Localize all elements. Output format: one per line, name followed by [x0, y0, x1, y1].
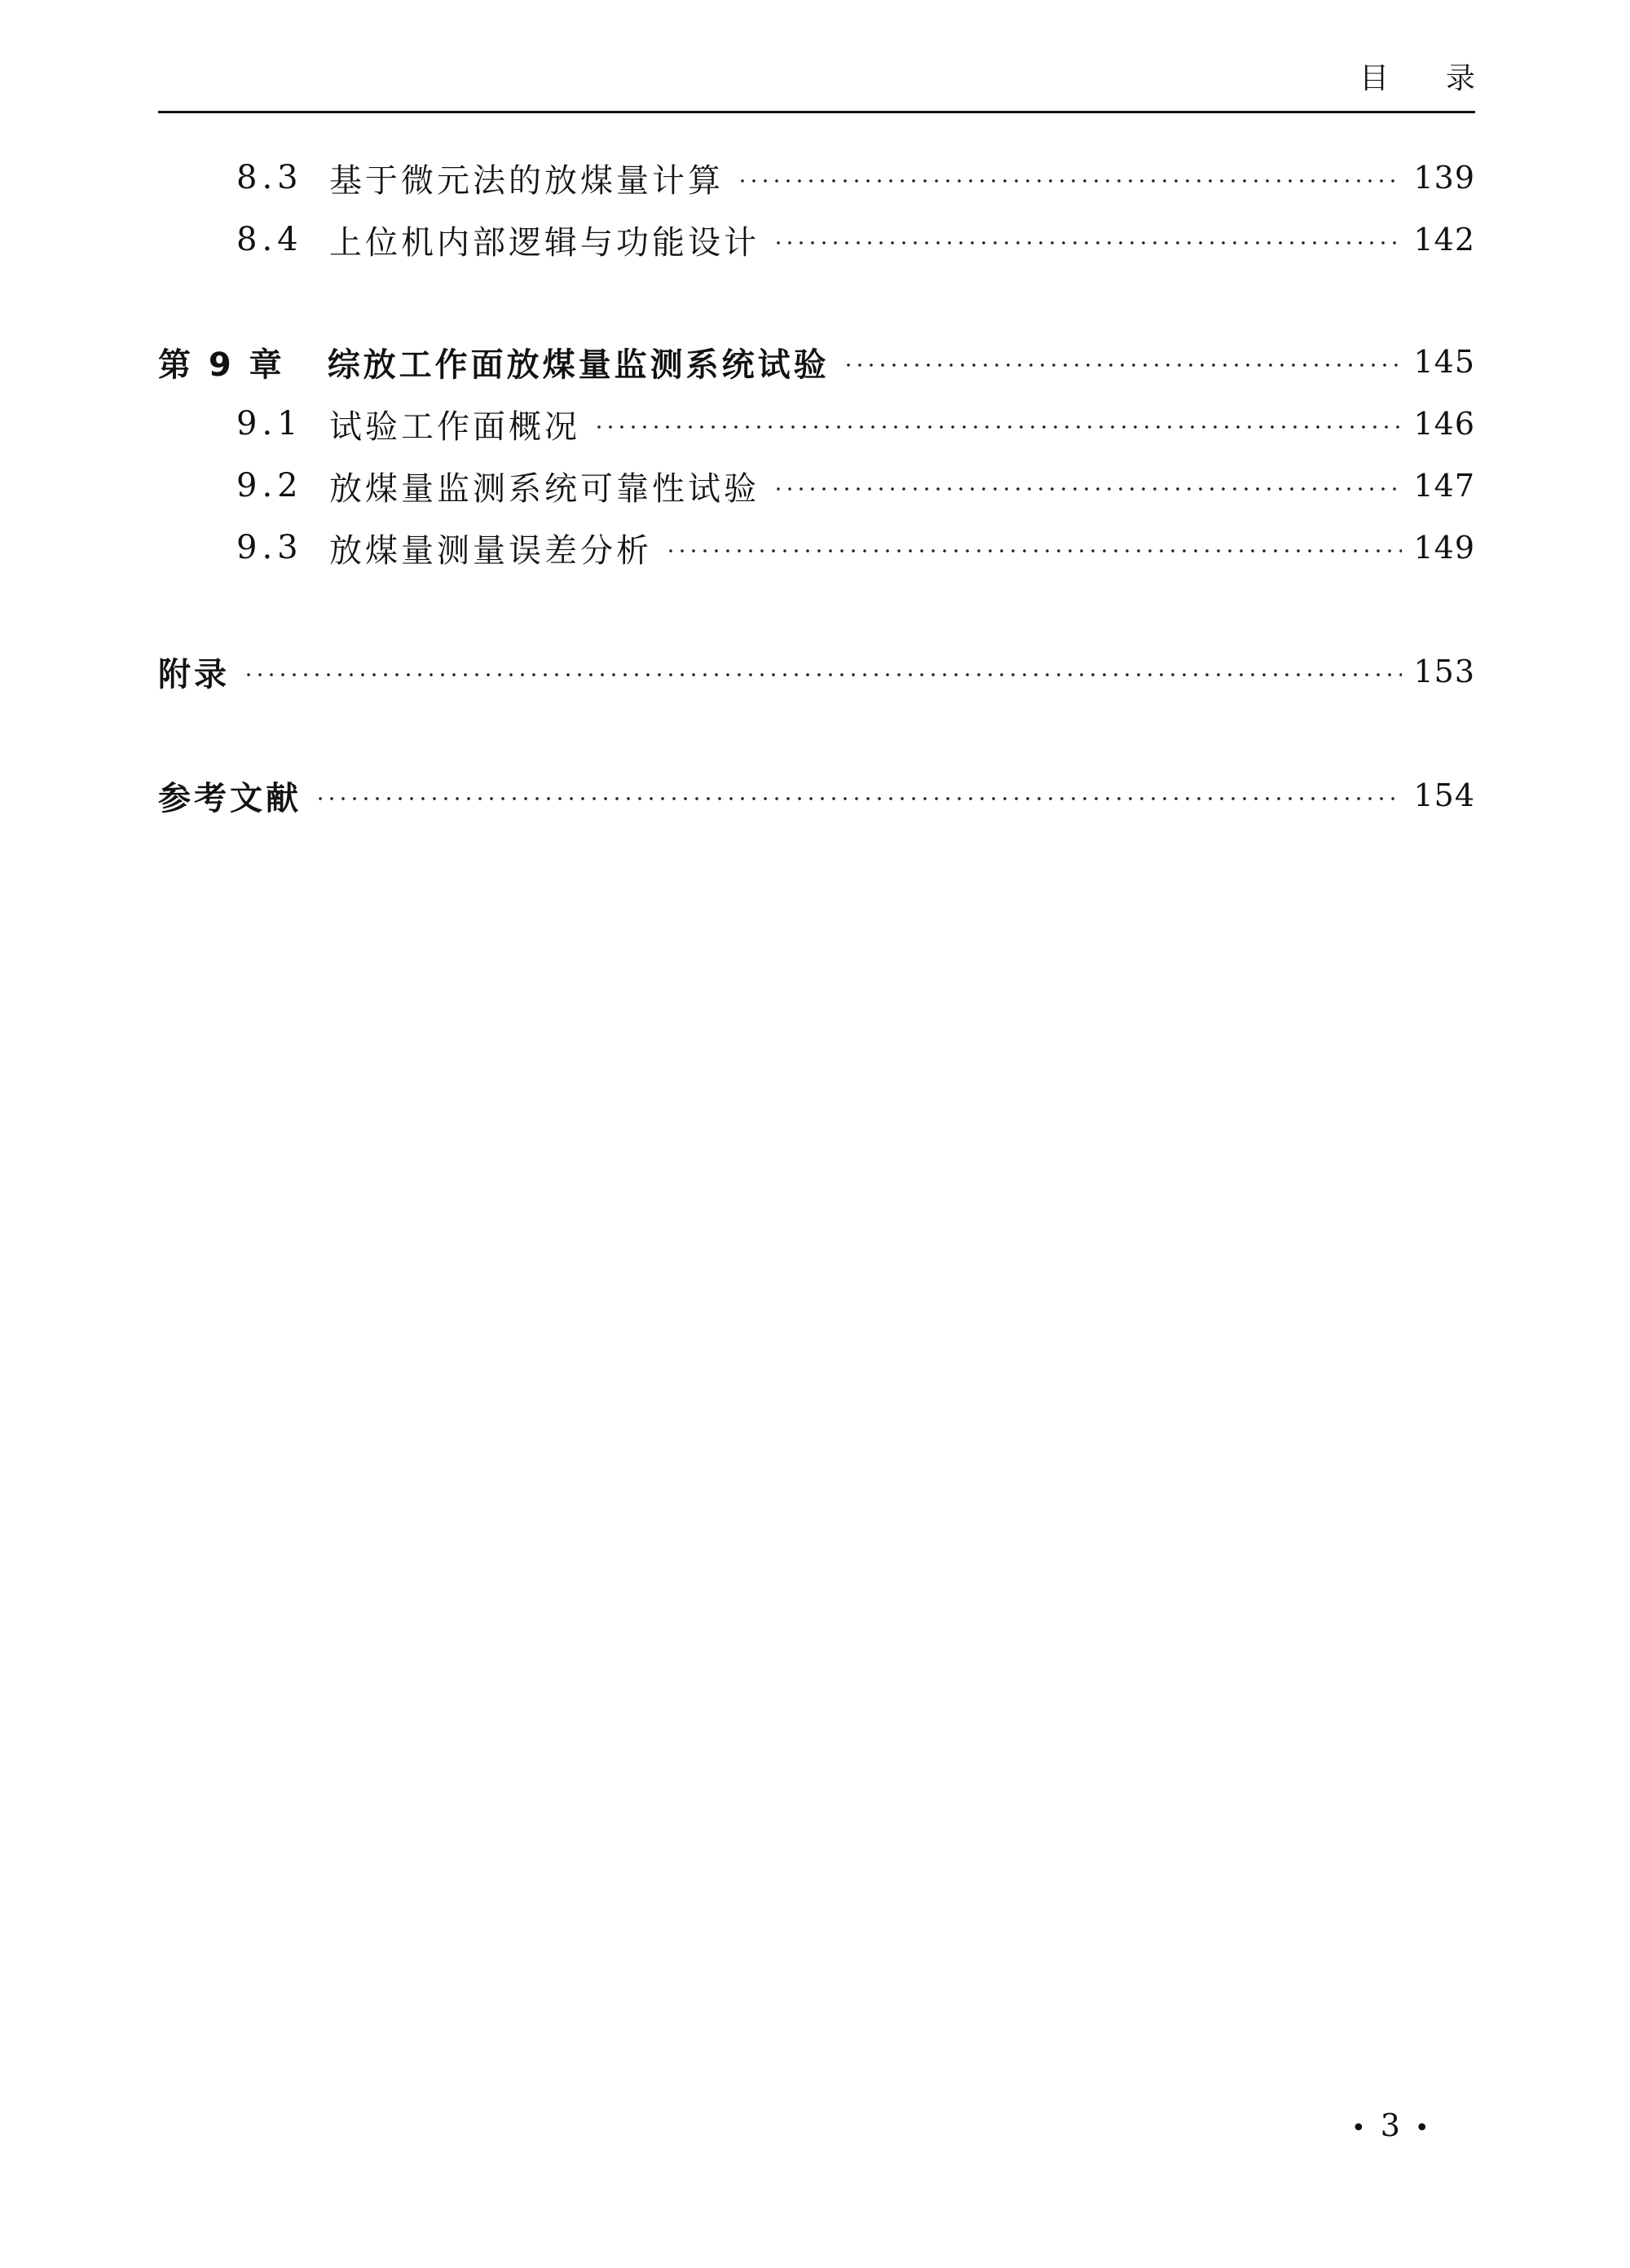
toc-entry-9-2[interactable] [158, 461, 1475, 510]
section-number: 8.4 [236, 221, 303, 258]
toc-entry-appendix[interactable] [158, 647, 1475, 696]
section-title: 试验工作面概况 [329, 407, 580, 446]
folio-number: 3 [1380, 2107, 1400, 2143]
chapter-title: 附录 [158, 655, 230, 694]
chapter-title: 参考文献 [158, 779, 302, 817]
section-title: 放煤量监测系统可靠性试验 [329, 469, 760, 508]
page-number: 146 [1413, 406, 1475, 442]
dot-leader [243, 672, 1402, 677]
running-title: 目录 [1359, 62, 1532, 95]
section-number: 9.1 [236, 405, 303, 443]
dot-leader [665, 548, 1402, 553]
section-number: 8.3 [236, 159, 303, 196]
running-header [158, 47, 1532, 113]
chapter-label: 第 9 章 [158, 346, 285, 384]
toc-entry-references[interactable] [158, 771, 1475, 820]
section-title: 放煤量测量误差分析 [329, 531, 652, 570]
section-title: 上位机内部逻辑与功能设计 [329, 223, 760, 262]
dot-leader [773, 487, 1402, 491]
dot-leader [773, 240, 1402, 245]
folio-bullet-left: • [1351, 2114, 1366, 2142]
toc-entry-8-4[interactable] [158, 215, 1475, 264]
page-number: 145 [1413, 344, 1475, 380]
page-number: 147 [1413, 468, 1475, 504]
section-title: 基于微元法的放煤量计算 [329, 161, 724, 200]
page-folio [1337, 2107, 1444, 2143]
page-number: 139 [1413, 160, 1475, 196]
page-number: 154 [1413, 777, 1475, 813]
section-number: 9.3 [236, 529, 303, 566]
page-number: 149 [1413, 530, 1475, 566]
section-number: 9.2 [236, 467, 303, 504]
dot-leader [315, 796, 1402, 801]
toc-entry-9-3[interactable] [158, 523, 1475, 572]
dot-leader [593, 425, 1402, 429]
toc-entry-chapter-9[interactable] [158, 337, 1475, 386]
toc-entry-9-1[interactable] [158, 399, 1475, 448]
dot-leader [843, 363, 1403, 368]
page-number: 153 [1413, 654, 1475, 689]
dot-leader [737, 178, 1402, 183]
chapter-title: 综放工作面放煤量监测系统试验 [327, 346, 830, 384]
page-number: 142 [1413, 222, 1475, 258]
folio-bullet-right: • [1414, 2114, 1430, 2142]
toc-entry-8-3[interactable] [158, 153, 1475, 202]
